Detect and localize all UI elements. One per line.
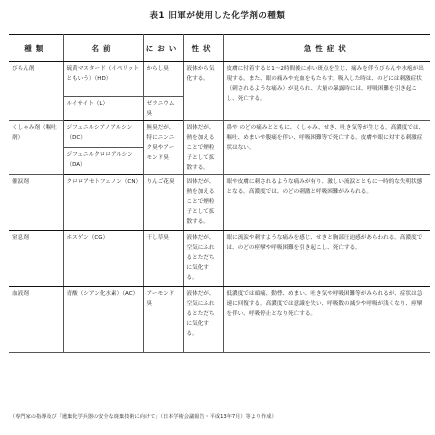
agent-name-cell: 青酸（シアン化水素）（AC） xyxy=(63,287,143,353)
state-cell: 液体から気化する。 xyxy=(183,62,223,121)
agent-type-cell: 窒息剤 xyxy=(9,231,63,287)
state-cell: 液体だが、空気にふれるとただちに気化する。 xyxy=(183,231,223,287)
smell-cell: アーモンド臭 xyxy=(143,287,183,353)
symptoms-cell: 皮膚に付着すると1～2時間後に赤い斑点を生じ、痛みを伴うびらんや水疱が出現する。また、眼の痛みや充血をもたらす。吸入した時は、のどには刺激症状（刺されるような痛み）が見られ、大量の暴露時には、呼吸困難を引き起こし、死亡する。 xyxy=(223,62,430,121)
agent-type-cell: 血液剤 xyxy=(9,287,63,353)
table-title: 表1 旧軍が使用した化学剤の種類 xyxy=(149,11,286,21)
smell-cell: からし臭 xyxy=(143,62,183,97)
symptoms-cell: 鼻や のどの痛みとともに、くしゃみ、せき、吐き気等が生じる。高濃度では、嘔吐、めまいや腹痛を伴い、呼吸困難等で死亡する。皮膚や眼に対する刺激症状はない。 xyxy=(223,121,430,175)
smell-cell: 無臭だが、特にニンニク臭やアーモンド臭 xyxy=(143,121,183,175)
table-row xyxy=(9,287,430,353)
agent-name-cell: ホスゲン（CG） xyxy=(63,231,143,287)
header-smell: におい xyxy=(143,35,183,62)
agent-type-cell: びらん剤 xyxy=(9,62,63,121)
table-row xyxy=(9,121,430,148)
table-row xyxy=(9,231,430,287)
smell-cell: ゼラニウム臭 xyxy=(143,97,183,121)
chemical-agents-table xyxy=(9,34,430,353)
symptoms-cell: 低濃度では頭痛、動悸、めまい、吐き気や呼吸困難等がみられるが、症状は急速に回復する。高濃度では意識を失い、呼吸数の減少や呼吸が浅くなり、痙攣を伴い、呼吸停止となり死亡する。 xyxy=(223,287,430,353)
state-cell: 固体だが、熱を加えることで煙粒子として拡散する。 xyxy=(183,175,223,231)
header-row xyxy=(9,35,430,62)
state-cell: 固体だが、熱を加えることで煙粒子として拡散する。 xyxy=(183,121,223,175)
header-symptoms: 急性症状 xyxy=(223,35,430,62)
agent-name-cell: ジフェニルクロロアルシン（DA） xyxy=(63,148,143,175)
header-state: 性状 xyxy=(183,35,223,62)
symptoms-cell: 眼や皮膚に刺されるような痛みが有り、激しい流涙とともに一時的な失明状態となる。高濃度では、のどの刺激と呼吸困難がみられる。 xyxy=(223,175,430,231)
agent-type-cell: 催涙剤 xyxy=(9,175,63,231)
agent-type-cell: くしゃみ剤（嘔吐剤） xyxy=(9,121,63,175)
header-type: 種類 xyxy=(9,35,63,62)
table-row xyxy=(9,175,430,231)
smell-cell: りんご花臭 xyxy=(143,175,183,231)
agent-name-cell: ルイサイト（L） xyxy=(63,97,143,121)
symptoms-cell: 眼に流涙や刺すような痛みを感じ、せきと胸部圧迫感があらわれる。高濃度では、のどの痙攣や呼吸困難を引き起こし、死亡する。 xyxy=(223,231,430,287)
agent-name-cell: クロロアセトフェノン（CN） xyxy=(63,175,143,231)
header-name: 名前 xyxy=(63,35,143,62)
agent-name-cell: 硫黄マスタード（イペリットともいう）（HD） xyxy=(63,62,143,97)
source-footnote: （専門家の指導及び「遺棄化学兵器の安全な廃棄技術に向けて」（日本学術会議報告・平成13年7月）等より作成） xyxy=(10,414,277,420)
agent-name-cell: ジフェニルシアノアルシン（DC） xyxy=(63,121,143,148)
smell-cell: 干し草臭 xyxy=(143,231,183,287)
state-cell: 液体だが、空気にふれるとただちに気化する。 xyxy=(183,287,223,353)
table-row xyxy=(9,62,430,97)
